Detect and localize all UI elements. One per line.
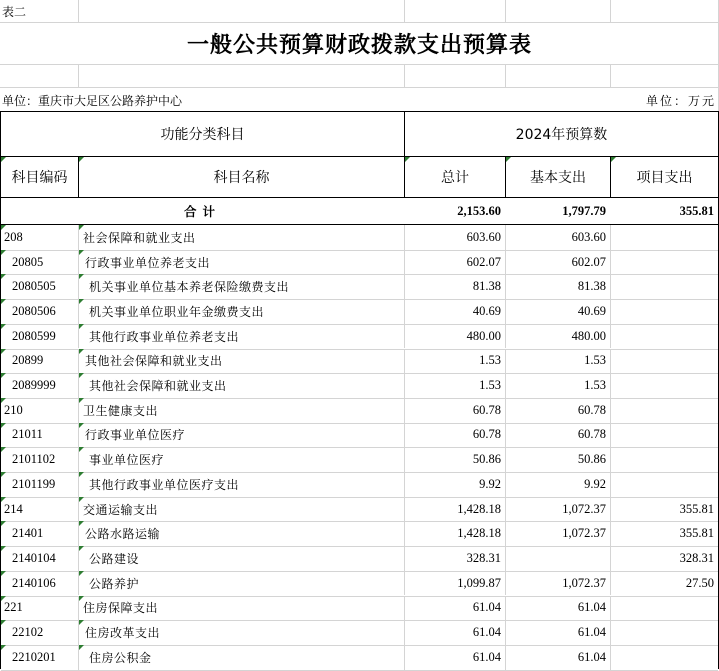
gridline	[505, 349, 506, 374]
gridline	[610, 620, 611, 645]
gridline	[610, 447, 611, 472]
gridline	[404, 274, 405, 299]
total-row-label: 合计	[183, 204, 221, 219]
cell-name: 其他行政事业单位养老支出	[89, 329, 240, 344]
cell-name: 其他社会保障和就业支出	[85, 354, 223, 369]
cell-project	[611, 620, 718, 645]
cell-project	[611, 423, 718, 448]
cell-basic: 61.04	[577, 625, 606, 640]
cell-marker-icon	[79, 620, 84, 625]
cell-code: 2140104	[12, 550, 56, 565]
gridline	[404, 423, 405, 448]
gridline	[505, 645, 506, 670]
cell-project	[611, 274, 718, 299]
gridline	[404, 645, 405, 670]
cell-code: 214	[4, 501, 23, 516]
cell-name: 公路养护	[89, 576, 140, 591]
cell-name: 机关事业单位基本养老保险缴费支出	[89, 280, 290, 295]
gridline	[610, 250, 611, 275]
gridline	[505, 0, 506, 23]
cell-code: 210	[4, 402, 23, 417]
header-project-expenditure: 项目支出	[636, 170, 693, 186]
gridline	[404, 521, 405, 546]
cell-total: 1.53	[479, 378, 501, 393]
cell-name: 事业单位医疗	[89, 453, 165, 468]
gridline	[610, 645, 611, 670]
total-row-total: 2,153.60	[457, 203, 501, 218]
header-functional-classification: 功能分类科目	[160, 127, 245, 143]
cell-marker-icon	[1, 546, 6, 551]
cell-marker-icon	[405, 157, 410, 162]
cell-marker-icon	[1, 472, 6, 477]
cell-marker-icon	[1, 299, 6, 304]
cell-total: 1,428.18	[457, 501, 501, 516]
gridline	[505, 620, 506, 645]
gridline	[505, 274, 506, 299]
gridline	[610, 299, 611, 324]
cell-code: 2080599	[12, 328, 56, 343]
cell-total: 480.00	[466, 328, 501, 343]
cell-total: 61.04	[472, 649, 501, 664]
gridline	[505, 299, 506, 324]
cell-basic: 60.78	[577, 402, 606, 417]
cell-marker-icon	[79, 645, 84, 650]
cell-basic: 61.04	[577, 600, 606, 615]
cell-name: 行政事业单位养老支出	[85, 255, 211, 270]
cell-project	[611, 447, 718, 472]
header-budget-year: 2024年预算数	[515, 127, 608, 143]
cell-basic: 1.53	[584, 353, 606, 368]
cell-project	[611, 398, 718, 423]
gridline	[404, 373, 405, 398]
cell-marker-icon	[79, 571, 84, 576]
gridline	[404, 571, 405, 596]
unit-currency: 单位：万元	[645, 93, 716, 108]
cell-basic	[506, 546, 610, 571]
gridline	[505, 447, 506, 472]
cell-total: 50.86	[472, 452, 501, 467]
cell-project	[611, 349, 718, 374]
cell-marker-icon	[1, 497, 6, 502]
gridline	[610, 571, 611, 596]
cell-name: 住房保障支出	[83, 601, 159, 616]
gridline	[505, 373, 506, 398]
gridline	[404, 497, 405, 522]
cell-basic: 1.53	[584, 378, 606, 393]
cell-total: 61.04	[472, 625, 501, 640]
cell-total: 602.07	[466, 254, 501, 269]
cell-code: 22102	[12, 625, 44, 640]
cell-total: 60.78	[472, 402, 501, 417]
sheet-label: 表二	[2, 4, 27, 19]
cell-marker-icon	[1, 157, 6, 162]
cell-project	[611, 596, 718, 621]
cell-basic: 1,072.37	[562, 575, 606, 590]
cell-code: 2101102	[12, 452, 56, 467]
gridline	[610, 398, 611, 423]
cell-total: 328.31	[466, 550, 501, 565]
cell-marker-icon	[1, 274, 6, 279]
cell-marker-icon	[1, 423, 6, 428]
cell-code: 2080505	[12, 279, 56, 294]
gridline	[505, 497, 506, 522]
cell-marker-icon	[79, 373, 84, 378]
total-row-project: 355.81	[679, 203, 714, 218]
gridline	[404, 349, 405, 374]
cell-marker-icon	[79, 497, 84, 502]
cell-code: 2101199	[12, 476, 56, 491]
cell-marker-icon	[79, 225, 84, 230]
gridline	[505, 423, 506, 448]
cell-marker-icon	[1, 620, 6, 625]
cell-marker-icon	[79, 250, 84, 255]
cell-total: 1,428.18	[457, 526, 501, 541]
gridline	[505, 546, 506, 571]
gridline	[610, 521, 611, 546]
cell-marker-icon	[1, 521, 6, 526]
cell-code: 2140106	[12, 575, 56, 590]
gridline	[610, 225, 611, 250]
gridline	[404, 620, 405, 645]
gridline	[505, 225, 506, 250]
gridline	[1, 670, 718, 671]
cell-marker-icon	[1, 398, 6, 403]
cell-code: 21401	[12, 526, 44, 541]
gridline	[78, 0, 79, 23]
gridline	[404, 324, 405, 349]
cell-total: 9.92	[479, 476, 501, 491]
cell-marker-icon	[79, 472, 84, 477]
cell-basic: 61.04	[577, 649, 606, 664]
cell-marker-icon	[1, 324, 6, 329]
gridline	[610, 472, 611, 497]
header-subject-name: 科目名称	[213, 170, 270, 186]
gridline	[610, 373, 611, 398]
gridline	[505, 250, 506, 275]
cell-code: 20805	[12, 254, 44, 269]
cell-marker-icon	[79, 546, 84, 551]
cell-marker-icon	[1, 250, 6, 255]
cell-basic: 1,072.37	[562, 526, 606, 541]
gridline	[78, 64, 79, 88]
cell-project: 328.31	[679, 550, 714, 565]
cell-total: 81.38	[472, 279, 501, 294]
cell-marker-icon	[1, 596, 6, 601]
cell-marker-icon	[79, 324, 84, 329]
cell-marker-icon	[79, 447, 84, 452]
gridline	[404, 64, 405, 88]
cell-code: 21011	[12, 427, 43, 442]
cell-marker-icon	[1, 447, 6, 452]
cell-name: 机关事业单位职业年金缴费支出	[89, 304, 265, 319]
gridline	[610, 546, 611, 571]
gridline	[610, 324, 611, 349]
cell-name: 行政事业单位医疗	[85, 428, 186, 443]
cell-marker-icon	[506, 157, 511, 162]
header-total: 总计	[441, 170, 469, 186]
cell-marker-icon	[1, 373, 6, 378]
gridline	[505, 472, 506, 497]
gridline	[0, 64, 719, 65]
gridline	[505, 64, 506, 88]
cell-marker-icon	[79, 398, 84, 403]
gridline	[505, 571, 506, 596]
cell-total: 1.53	[479, 353, 501, 368]
cell-marker-icon	[79, 349, 84, 354]
gridline	[404, 299, 405, 324]
cell-marker-icon	[1, 349, 6, 354]
cell-marker-icon	[611, 157, 616, 162]
cell-project	[611, 472, 718, 497]
cell-name: 住房改革支出	[85, 626, 161, 641]
cell-name: 其他社会保障和就业支出	[89, 379, 227, 394]
gridline	[610, 64, 611, 88]
cell-marker-icon	[79, 423, 84, 428]
cell-project	[611, 299, 718, 324]
cell-project: 27.50	[685, 575, 714, 590]
cell-project	[611, 645, 718, 670]
cell-basic: 9.92	[584, 476, 606, 491]
gridline	[404, 447, 405, 472]
gridline	[505, 398, 506, 423]
cell-name: 住房公积金	[89, 650, 152, 665]
cell-code: 221	[4, 600, 23, 615]
cell-name: 公路水路运输	[85, 527, 161, 542]
cell-marker-icon	[79, 157, 84, 162]
gridline	[404, 472, 405, 497]
cell-project: 355.81	[679, 526, 714, 541]
cell-marker-icon	[79, 521, 84, 526]
cell-total: 60.78	[472, 427, 501, 442]
header-subject-code: 科目编码	[11, 170, 68, 186]
cell-project	[611, 250, 718, 275]
cell-project	[611, 225, 718, 250]
cell-name: 卫生健康支出	[83, 403, 159, 418]
gridline	[404, 596, 405, 621]
cell-marker-icon	[79, 299, 84, 304]
gridline	[610, 274, 611, 299]
gridline	[404, 250, 405, 275]
cell-basic: 602.07	[571, 254, 606, 269]
cell-code: 20899	[12, 353, 44, 368]
cell-marker-icon	[1, 645, 6, 650]
cell-name: 其他行政事业单位医疗支出	[89, 477, 240, 492]
cell-basic: 50.86	[577, 452, 606, 467]
gridline	[505, 521, 506, 546]
cell-project: 355.81	[679, 501, 714, 516]
gridline	[505, 596, 506, 621]
cell-basic: 603.60	[571, 229, 606, 244]
cell-code: 2089999	[12, 378, 56, 393]
cell-basic: 81.38	[577, 279, 606, 294]
cell-total: 40.69	[472, 303, 501, 318]
gridline	[610, 596, 611, 621]
cell-marker-icon	[79, 596, 84, 601]
gridline	[505, 324, 506, 349]
gridline	[610, 349, 611, 374]
cell-basic: 1,072.37	[562, 501, 606, 516]
gridline	[404, 546, 405, 571]
unit-organization: 单位：重庆市大足区公路养护中心	[2, 93, 183, 108]
cell-basic: 40.69	[577, 303, 606, 318]
cell-project	[611, 373, 718, 398]
cell-basic: 480.00	[571, 328, 606, 343]
cell-total: 61.04	[472, 600, 501, 615]
gridline	[610, 423, 611, 448]
gridline	[404, 225, 405, 250]
gridline	[404, 398, 405, 423]
cell-code: 208	[4, 229, 23, 244]
page-title: 一般公共预算财政拨款支出预算表	[186, 32, 532, 58]
total-row-basic: 1,797.79	[562, 203, 606, 218]
cell-marker-icon	[79, 274, 84, 279]
gridline	[610, 0, 611, 23]
cell-name: 公路建设	[89, 551, 140, 566]
header-basic-expenditure: 基本支出	[530, 170, 586, 186]
cell-marker-icon	[1, 571, 6, 576]
cell-name: 社会保障和就业支出	[83, 230, 196, 245]
cell-total: 603.60	[466, 229, 501, 244]
gridline	[610, 497, 611, 522]
cell-basic: 60.78	[577, 427, 606, 442]
cell-code: 2080506	[12, 303, 56, 318]
cell-code: 2210201	[12, 649, 56, 664]
cell-name: 交通运输支出	[83, 502, 159, 517]
gridline	[404, 0, 405, 23]
cell-project	[611, 324, 718, 349]
cell-total: 1,099.87	[457, 575, 501, 590]
cell-marker-icon	[1, 225, 6, 230]
